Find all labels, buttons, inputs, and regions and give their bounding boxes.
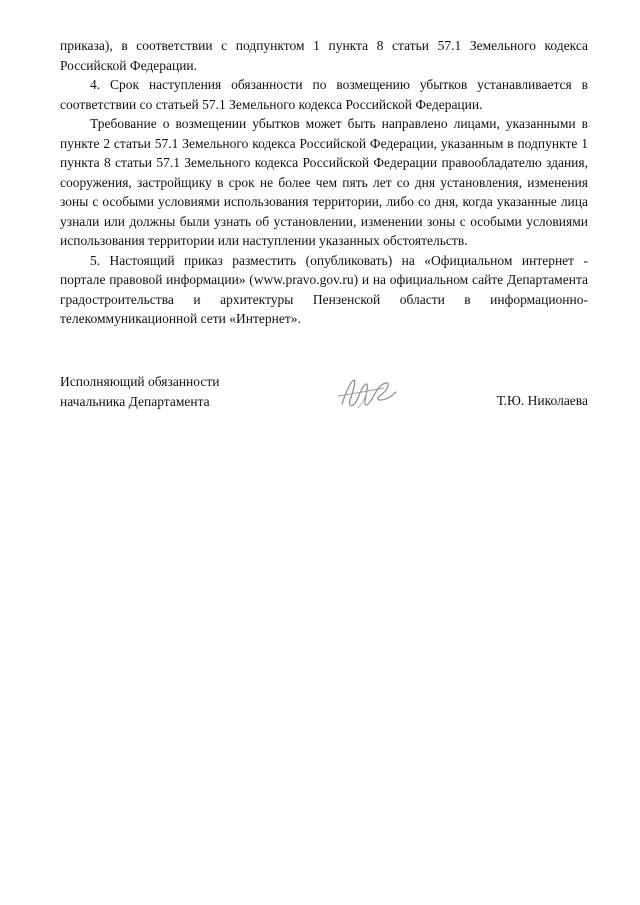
- document-body: [60, 36, 588, 329]
- signatory-position: [60, 372, 219, 411]
- handwritten-signature-icon: [332, 374, 402, 414]
- paragraph-damages-claim: Требование о возмещении убытков может быть направлено лицами, указанными в пункте 2 статьи 57.1 Земельного кодекса Российской Федерации, указанным в подпункте 1 пункта 8 статьи 57.1 Земельного кодекса Российской Федерации правообладателю здания, сооружения, застройщику в срок не более чем пять лет со дня установления, изменения зоны с особыми условиями использования территории, либо со дня, когда указанные лица узнали или должны были узнать об установлении, изменении зоны с особыми условиями использования территории или наступлении указанных обстоятельств.: [60, 116, 588, 248]
- position-line-1: Исполняющий обязанности: [60, 374, 220, 389]
- paragraph-continuation: приказа), в соответствии с подпунктом 1 пункта 8 статьи 57.1 Земельного кодекса Российской Федерации.: [60, 38, 588, 73]
- paragraph-item-5: 5. Настоящий приказ разместить (опубликовать) на «Официальном интернет - портале правовой информации» (www.pravo.gov.ru) и на официальном сайте Департамента градостроительства и архитектуры Пензенской области в информационно-телекоммуникационной сети «Интернет».: [60, 252, 588, 326]
- paragraph-item-4: 4. Срок наступления обязанности по возмещению убытков устанавливается в соответствии со статьей 57.1 Земельного кодекса Российской Федерации.: [60, 77, 588, 112]
- signatory-name: Т.Ю. Николаева: [496, 393, 588, 408]
- signature-block: [60, 372, 588, 422]
- position-line-2: начальника Департамента: [60, 393, 210, 409]
